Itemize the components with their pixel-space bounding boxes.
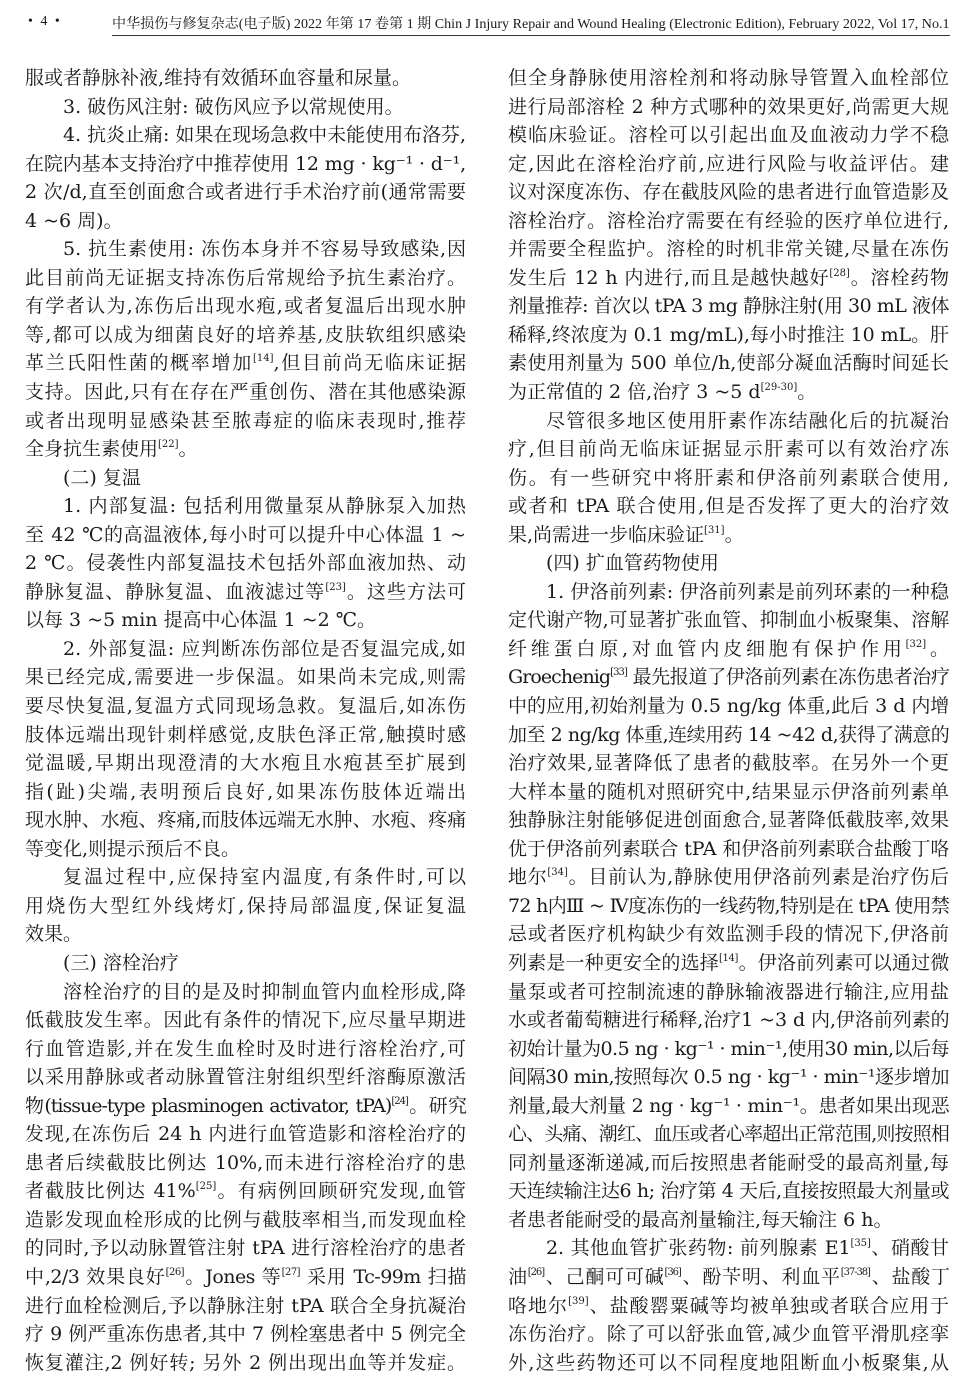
text-line: 2 ℃。侵袭性内部复温技术包括外部血液加热、动 [25, 552, 466, 575]
citation: [27] [281, 1266, 301, 1278]
text-line: 加至 2 ng/kg 体重,连续用药 14 ~42 d,获得了满意的 [508, 723, 950, 746]
text-line: 天连续输注达6 h; 治疗第 4 天后,直接按照最大剂量或 [508, 1180, 950, 1203]
text-line: 1. 内部复温: 包括利用微量泵从静脉泵入加热 [63, 495, 466, 518]
text-line: 为正常值的 2 倍,治疗 3 ~5 d[29-30]。 [508, 381, 817, 404]
text-line: 低截肢发生率。因此有条件的情况下,应尽量早期进 [25, 1009, 466, 1032]
text-line: 全身抗生素使用[22]。 [25, 438, 198, 461]
text-line: 者患者能耐受的最高剂量输注,每天输注 6 h。 [508, 1208, 893, 1231]
text-line: 2. 外部复温: 应判断冻伤部位是否复温完成,如 [63, 637, 466, 660]
text-line: 4 ~6 周)。 [25, 209, 123, 232]
text-line: 以每 3 ~5 min 提高中心体温 1 ~2 ℃。 [25, 609, 377, 632]
text-line: 进行血栓检测后,予以静脉注射 tPA 联合全身抗凝治 [25, 1294, 466, 1317]
text-line: 要尽快复温,复温方式同现场急救。复温后,如冻伤 [25, 695, 466, 718]
text-line: 纤维蛋白原,对血管内皮细胞有保护作用[32]。 [508, 637, 949, 660]
text-line: 静脉复温、静脉复温、血液滤过等[23]。这些方法可 [25, 580, 466, 603]
text-line: 肢体远端出现针刺样感觉,皮肤色泽正常,触摸时感 [25, 723, 466, 746]
text-line: 患者后续截肢比例达 10%,而未进行溶栓治疗的患 [25, 1151, 466, 1174]
text-line: 2 次/d,直至创面愈合或者进行手术治疗前(通常需要 [25, 181, 466, 204]
citation: [28] [829, 267, 850, 279]
text-line: 地尔[34]。目前认为,静脉使用伊洛前列素是治疗伤后 [508, 866, 949, 889]
text-line: 伤。有一些研究中将肝素和伊洛前列素联合使用, [508, 466, 949, 489]
text-line: 独静脉注射能够促进创面愈合,显著降低截肢率,效果 [508, 809, 949, 832]
text-line: 用烧伤大型红外线烤灯,保持局部温度,保证复温 [25, 894, 466, 917]
citation: [39] [568, 1295, 589, 1307]
citation: [35] [850, 1238, 871, 1250]
text-line: 发生后 12 h 内进行,而且是越快越好[28]。溶栓药物 [508, 266, 949, 289]
text-line: 心、头痛、潮红、血压或者心率超出正常范围,则按照相 [508, 1123, 950, 1146]
citation: [37-38] [840, 1266, 870, 1278]
text-line: 物(tissue-type plasminogen activator, tPA)[24]。研究 [25, 1094, 466, 1117]
citation: [24] [391, 1095, 408, 1107]
text-line: 定代谢产物,可显著扩张血管、抑制血小板聚集、溶解 [508, 609, 950, 632]
text-column-left [25, 64, 466, 1377]
text-line: (二) 复温 [63, 466, 141, 489]
text-line: 但全身静脉使用溶栓剂和将动脉导管置入血栓部位 [508, 67, 949, 89]
citation: [14] [718, 952, 739, 964]
text-line: 造影发现血栓形成的比例与截肢率相当,而发现血栓 [25, 1208, 466, 1231]
text-line: 并需要全程监护。溶栓的时机非常关键,尽量在冻伤 [508, 238, 949, 261]
citation: [33] [610, 667, 627, 679]
citation: [22] [158, 439, 179, 451]
text-line: 同剂量逐渐递减,而后按照患者能耐受的最高剂量,每 [508, 1151, 949, 1174]
citation: [26] [165, 1266, 185, 1278]
text-line: 有学者认为,冻伤后出现水疱,或者复温后出现水肿 [25, 295, 466, 318]
text-line: 3. 破伤风注射: 破伤风应予以常规使用。 [63, 95, 404, 118]
citation: [25] [195, 1181, 217, 1193]
text-line: 大样本量的随机对照研究中,结果显示伊洛前列素单 [508, 780, 949, 803]
text-line: 疗,但目前尚无临床证据显示肝素可以有效治疗冻 [508, 438, 949, 461]
text-line: (四) 扩血管药物使用 [546, 552, 719, 575]
citation: [14] [252, 353, 274, 365]
text-line: 5. 抗生素使用: 冻伤本身并不容易导致感染,因 [63, 238, 466, 261]
text-line: 水或者葡萄糖进行稀释,治疗1 ~3 d 内,伊洛前列素的 [508, 1009, 950, 1032]
text-line: 革兰氏阳性菌的概率增加[14],但目前尚无临床证据 [25, 352, 466, 375]
text-line: 稀释,终浓度为 0.1 mg/mL),每小时推注 10 mL。肝 [508, 323, 949, 346]
citation: [36] [664, 1266, 681, 1278]
text-line: 现水肿、水疱、疼痛,而肢体远端无水肿、水疱、疼痛 [25, 809, 467, 832]
journal-running-header: 中华损伤与修复杂志(电子版) 2022 年第 17 卷第 1 期 Chin J Injury Repair and Wound Healing (Electronic Edition), February 2022, Vol 17, No.1 [112, 13, 950, 36]
text-line: 等变化,则提示预后不良。 [25, 837, 241, 860]
text-line: 尽管很多地区使用肝素作冻结融化后的抗凝治 [546, 409, 949, 432]
citation: [29-30] [760, 382, 798, 394]
text-line: 列素是一种更安全的选择[14]。伊洛前列素可以通过微 [508, 951, 949, 974]
text-line: 发现,在冻伤后 24 h 内进行血管造影和溶栓治疗的 [25, 1123, 466, 1146]
text-line: 72 h内Ⅲ ~ Ⅳ度冻伤的一线药物,特别是在 tPA 使用禁 [508, 894, 950, 917]
page-number: • 4 • [28, 14, 62, 29]
text-line: 剂量,最大剂量 2 ng · kg⁻¹ · min⁻¹。患者如果出现恶 [508, 1094, 950, 1117]
text-line: Groechenig[33] 最先报道了伊洛前列素在冻伤患者治疗 [508, 666, 949, 689]
text-line: 咯地尔[39]、盐酸罂粟碱等均被单独或者联合应用于 [508, 1294, 949, 1317]
text-line: 中,2/3 效果良好[26]。Jones 等[27] 采用 Tc-99m 扫描 [25, 1265, 466, 1288]
text-line: 恢复灌注,2 例好转; 另外 2 例出现出血等并发症。 [25, 1351, 466, 1374]
text-line: 外,这些药物还可以不同程度地阻断血小板聚集,从 [508, 1351, 949, 1374]
text-line: 间隔30 min,按照每次 0.5 ng · kg⁻¹ · min⁻¹逐步增加 [508, 1066, 949, 1089]
text-line: 指(趾)尖端,表明预后良好,如果冻伤肢体近端出 [25, 780, 466, 803]
citation: [34] [547, 867, 568, 879]
text-line: 以采用静脉或者动脉置管注射组织型纤溶酶原激活 [25, 1066, 466, 1089]
text-line: 溶栓治疗。溶栓治疗需要在有经验的医疗单位进行, [508, 209, 949, 232]
text-line: 果,尚需进一步临床验证[31]。 [508, 523, 744, 546]
text-line: 在院内基本支持治疗中推荐使用 12 mg · kg⁻¹ · d⁻¹, [25, 152, 466, 175]
text-line: 复温过程中,应保持室内温度,有条件时,可以 [63, 866, 466, 889]
text-line: 进行局部溶栓 2 种方式哪种的效果更好,尚需更大规 [508, 95, 949, 118]
text-line: 果已经完成,需要进一步保温。如果尚未完成,则需 [25, 666, 466, 689]
text-line: 优于伊洛前列素联合 tPA 和伊洛前列素联合盐酸丁咯 [508, 837, 950, 860]
text-line: 中的应用,初始剂量为 0.5 ng/kg 体重,此后 3 d 内增 [508, 695, 950, 718]
text-line: 4. 抗炎止痛: 如果在现场急救中未能使用布洛芬, [63, 124, 466, 147]
text-line: 冻伤治疗。除了可以舒张血管,减少血管平滑肌痉挛 [508, 1323, 949, 1346]
text-line: 素使用剂量为 500 单位/h,使部分凝血活酶时间延长 [508, 352, 949, 375]
text-line: 者截肢比例达 41%[25]。有病例回顾研究发现,血管 [25, 1180, 466, 1203]
text-line: 效果。 [25, 923, 83, 946]
text-line: 量泵或者可控制流速的静脉输液器进行输注,应用盐 [508, 980, 949, 1003]
text-line: 觉温暖,早期出现澄清的大水疱且水疱甚至扩展到 [25, 752, 466, 775]
text-line: (三) 溶栓治疗 [63, 951, 179, 974]
text-line: 服或者静脉补液,维持有效循环血容量和尿量。 [25, 67, 412, 89]
text-line: 溶栓治疗的目的是及时抑制血管内血栓形成,降 [63, 980, 466, 1003]
text-line: 忌或者医疗机构缺少有效监测手段的情况下,伊洛前 [508, 923, 949, 946]
text-column-right [508, 64, 949, 1377]
text-line: 议对深度冻伤、存在截肢风险的患者进行血管造影及 [508, 181, 949, 204]
text-line: 的同时,予以动脉置管注射 tPA 进行溶栓治疗的患者 [25, 1237, 466, 1260]
citation: [31] [704, 524, 725, 536]
text-line: 疗 9 例严重冻伤患者,其中 7 例栓塞患者中 5 例完全 [25, 1323, 466, 1346]
text-line: 模临床验证。溶栓可以引起出血及血液动力学不稳 [508, 124, 949, 147]
text-line: 等,都可以成为细菌良好的培养基,皮肤软组织感染 [25, 323, 466, 346]
text-line: 行血管造影,并在发生血栓时及时进行溶栓治疗,可 [25, 1037, 466, 1060]
text-line: 此目前尚无证据支持冻伤后常规给予抗生素治疗。 [25, 266, 466, 289]
citation: [32] [905, 638, 927, 650]
text-line: 油[26]、己酮可可碱[36]、酚苄明、利血平[37-38]、盐酸丁 [508, 1265, 949, 1288]
text-line: 1. 伊洛前列素: 伊洛前列素是前列环素的一种稳 [546, 580, 949, 603]
text-line: 治疗效果,显著降低了患者的截肢率。在另外一个更 [508, 752, 949, 775]
text-line: 剂量推荐: 首次以 tPA 3 mg 静脉注射(用 30 mL 液体 [508, 295, 949, 318]
citation: [26] [527, 1266, 545, 1278]
citation: [23] [325, 581, 346, 593]
text-line: 初始计量为0.5 ng · kg⁻¹ · min⁻¹,使用30 min,以后每 [508, 1037, 949, 1060]
text-line: 至 42 ℃的高温液体,每小时可以提升中心体温 1 ~ [25, 523, 466, 546]
text-line: 2. 其他血管扩张药物: 前列腺素 E1[35]、硝酸甘 [546, 1237, 949, 1260]
text-line: 支持。因此,只有在存在严重创伤、潜在其他感染源 [25, 381, 466, 404]
text-line: 或者和 tPA 联合使用,但是否发挥了更大的治疗效 [508, 495, 949, 518]
text-line: 或者出现明显感染甚至脓毒症的临床表现时,推荐 [25, 409, 466, 432]
text-line: 定,因此在溶栓治疗前,应进行风险与收益评估。建 [508, 152, 949, 175]
